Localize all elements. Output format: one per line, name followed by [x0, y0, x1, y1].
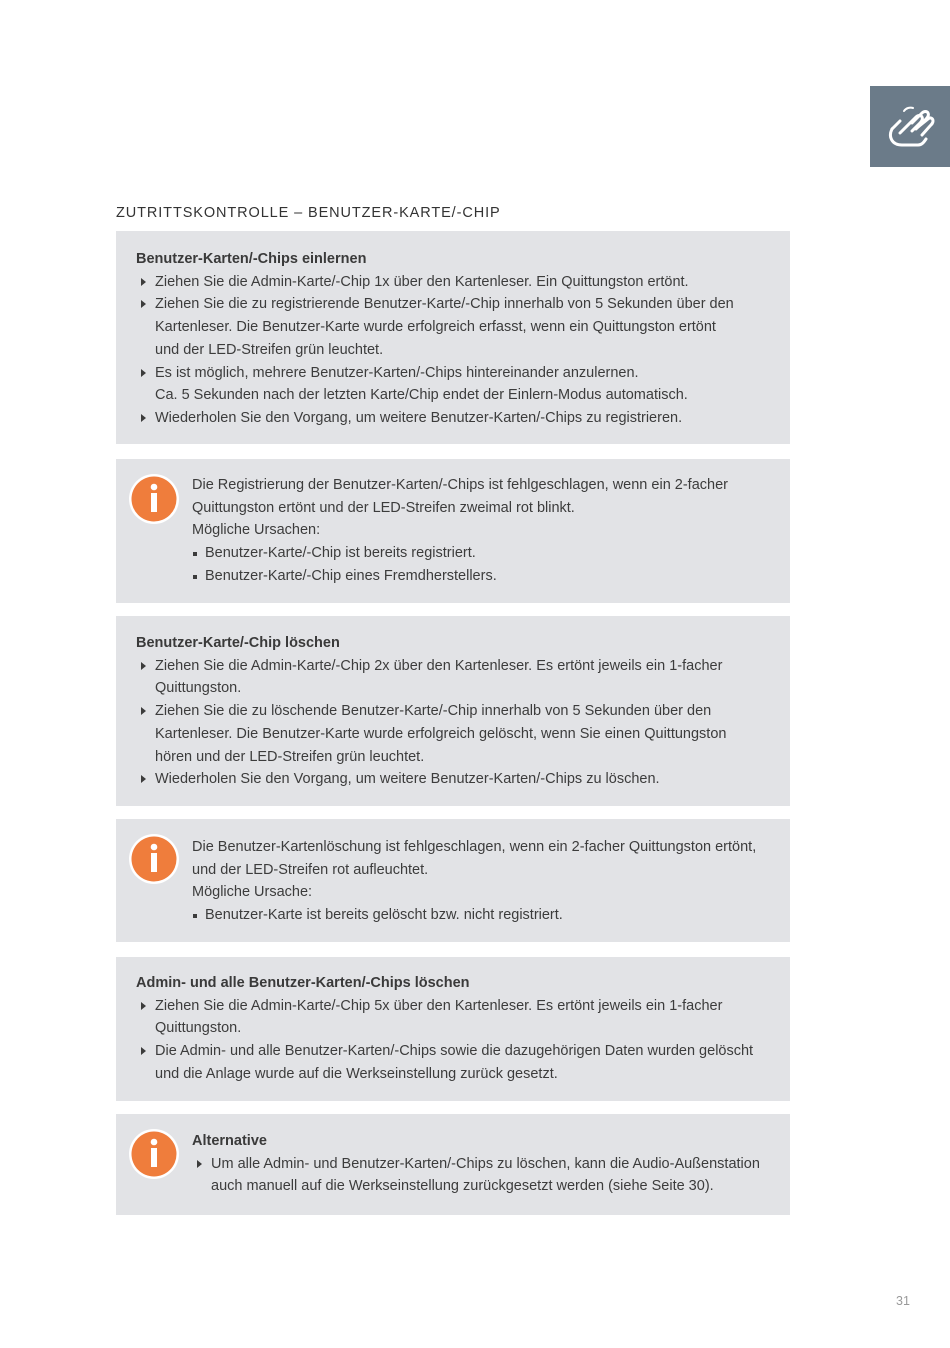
page-number: 31 [896, 1294, 910, 1308]
info-icon [128, 1128, 180, 1180]
list-item: Ziehen Sie die Admin-Karte/-Chip 5x über den Kartenleser. Es ertönt jeweils ein 1-facher Quittungston. [136, 995, 774, 1040]
triangle-bullet-icon [141, 775, 146, 783]
list-item: Ziehen Sie die zu registrierende Benutzer-Karte/-Chip innerhalb von 5 Sekunden über den Kartenleser. Die Benutzer-Karte wurde erfolgreich erfasst, wenn ein Quittungston ertönt und der LED-Streifen grün leuchtet. [136, 293, 774, 361]
info-box-enroll-failed: Die Registrierung der Benutzer-Karten/-Chips ist fehlgeschlagen, wenn ein 2-facher Quittungston ertönt und der LED-Streifen zweimal rot blinkt. Mögliche Ursachen: Benutzer-Karte/-Chip ist bereits registriert. Benutzer-Karte/-Chip eines Fremdherstellers. [116, 459, 790, 603]
triangle-bullet-icon [141, 1002, 146, 1010]
section-title: ZUTRITTSKONTROLLE – BENUTZER-KARTE/-CHIP [116, 205, 501, 221]
touch-card-icon [882, 103, 938, 151]
triangle-bullet-icon [197, 1160, 202, 1168]
list-item: Wiederholen Sie den Vorgang, um weitere Benutzer-Karten/-Chips zu registrieren. [136, 407, 774, 430]
list-item: Ziehen Sie die Admin-Karte/-Chip 2x über den Kartenleser. Es ertönt jeweils ein 1-facher Quittungston. [136, 655, 774, 700]
triangle-bullet-icon [141, 369, 146, 377]
triangle-bullet-icon [141, 707, 146, 715]
triangle-bullet-icon [141, 662, 146, 670]
list-item: Benutzer-Karte ist bereits gelöscht bzw. nicht registriert. [192, 904, 776, 927]
square-bullet-icon [193, 552, 197, 556]
square-bullet-icon [193, 914, 197, 918]
triangle-bullet-icon [141, 414, 146, 422]
chapter-tab [870, 86, 950, 167]
info-icon [128, 473, 180, 525]
triangle-bullet-icon [141, 278, 146, 286]
info-box-delete-failed: Die Benutzer-Kartenlöschung ist fehlgeschlagen, wenn ein 2-facher Quittungston ertönt, und der LED-Streifen rot aufleuchtet. Mögliche Ursache: Benutzer-Karte ist bereits gelöscht bzw. nicht registriert. [116, 819, 790, 942]
list-item: Ziehen Sie die zu löschende Benutzer-Karte/-Chip innerhalb von 5 Sekunden über den Kartenleser. Die Benutzer-Karte wurde erfolgreich gelöscht, wenn Sie einen Quittungston hören und der LED-Streifen grün leuchtet. [136, 700, 774, 768]
triangle-bullet-icon [141, 1047, 146, 1055]
list-item: Benutzer-Karte/-Chip ist bereits registriert. [192, 542, 776, 565]
info-box-alternative [116, 1114, 790, 1215]
list-item: Um alle Admin- und Benutzer-Karten/-Chips zu löschen, kann die Audio-Außenstation auch manuell auf die Werkseinstellung zurückgesetzt werden (siehe Seite 30). [192, 1153, 776, 1198]
delete-all-cards-box [116, 957, 790, 1101]
triangle-bullet-icon [141, 300, 146, 308]
list-item: Benutzer-Karte/-Chip eines Fremdherstellers. [192, 565, 776, 588]
enroll-cards-box [116, 231, 790, 444]
list-item: Die Admin- und alle Benutzer-Karten/-Chips sowie die dazugehörigen Daten wurden gelöscht und die Anlage wurde auf die Werkseinstellung zurück gesetzt. [136, 1040, 774, 1085]
square-bullet-icon [193, 575, 197, 579]
list-item: Wiederholen Sie den Vorgang, um weitere Benutzer-Karten/-Chips zu löschen. [136, 768, 774, 791]
info-icon [128, 833, 180, 885]
box-heading: Admin- und alle Benutzer-Karten/-Chips löschen [136, 975, 470, 991]
delete-card-box [116, 616, 790, 806]
box-heading: Benutzer-Karte/-Chip löschen [136, 635, 340, 651]
box-heading: Alternative [192, 1133, 267, 1149]
list-item: Es ist möglich, mehrere Benutzer-Karten/-Chips hintereinander anzulernen. Ca. 5 Sekunden nach der letzten Karte/Chip endet der Einlern-Modus automatisch. [136, 362, 774, 407]
box-heading: Benutzer-Karten/-Chips einlernen [136, 251, 367, 267]
list-item: Ziehen Sie die Admin-Karte/-Chip 1x über den Kartenleser. Ein Quittungston ertönt. [136, 271, 774, 294]
